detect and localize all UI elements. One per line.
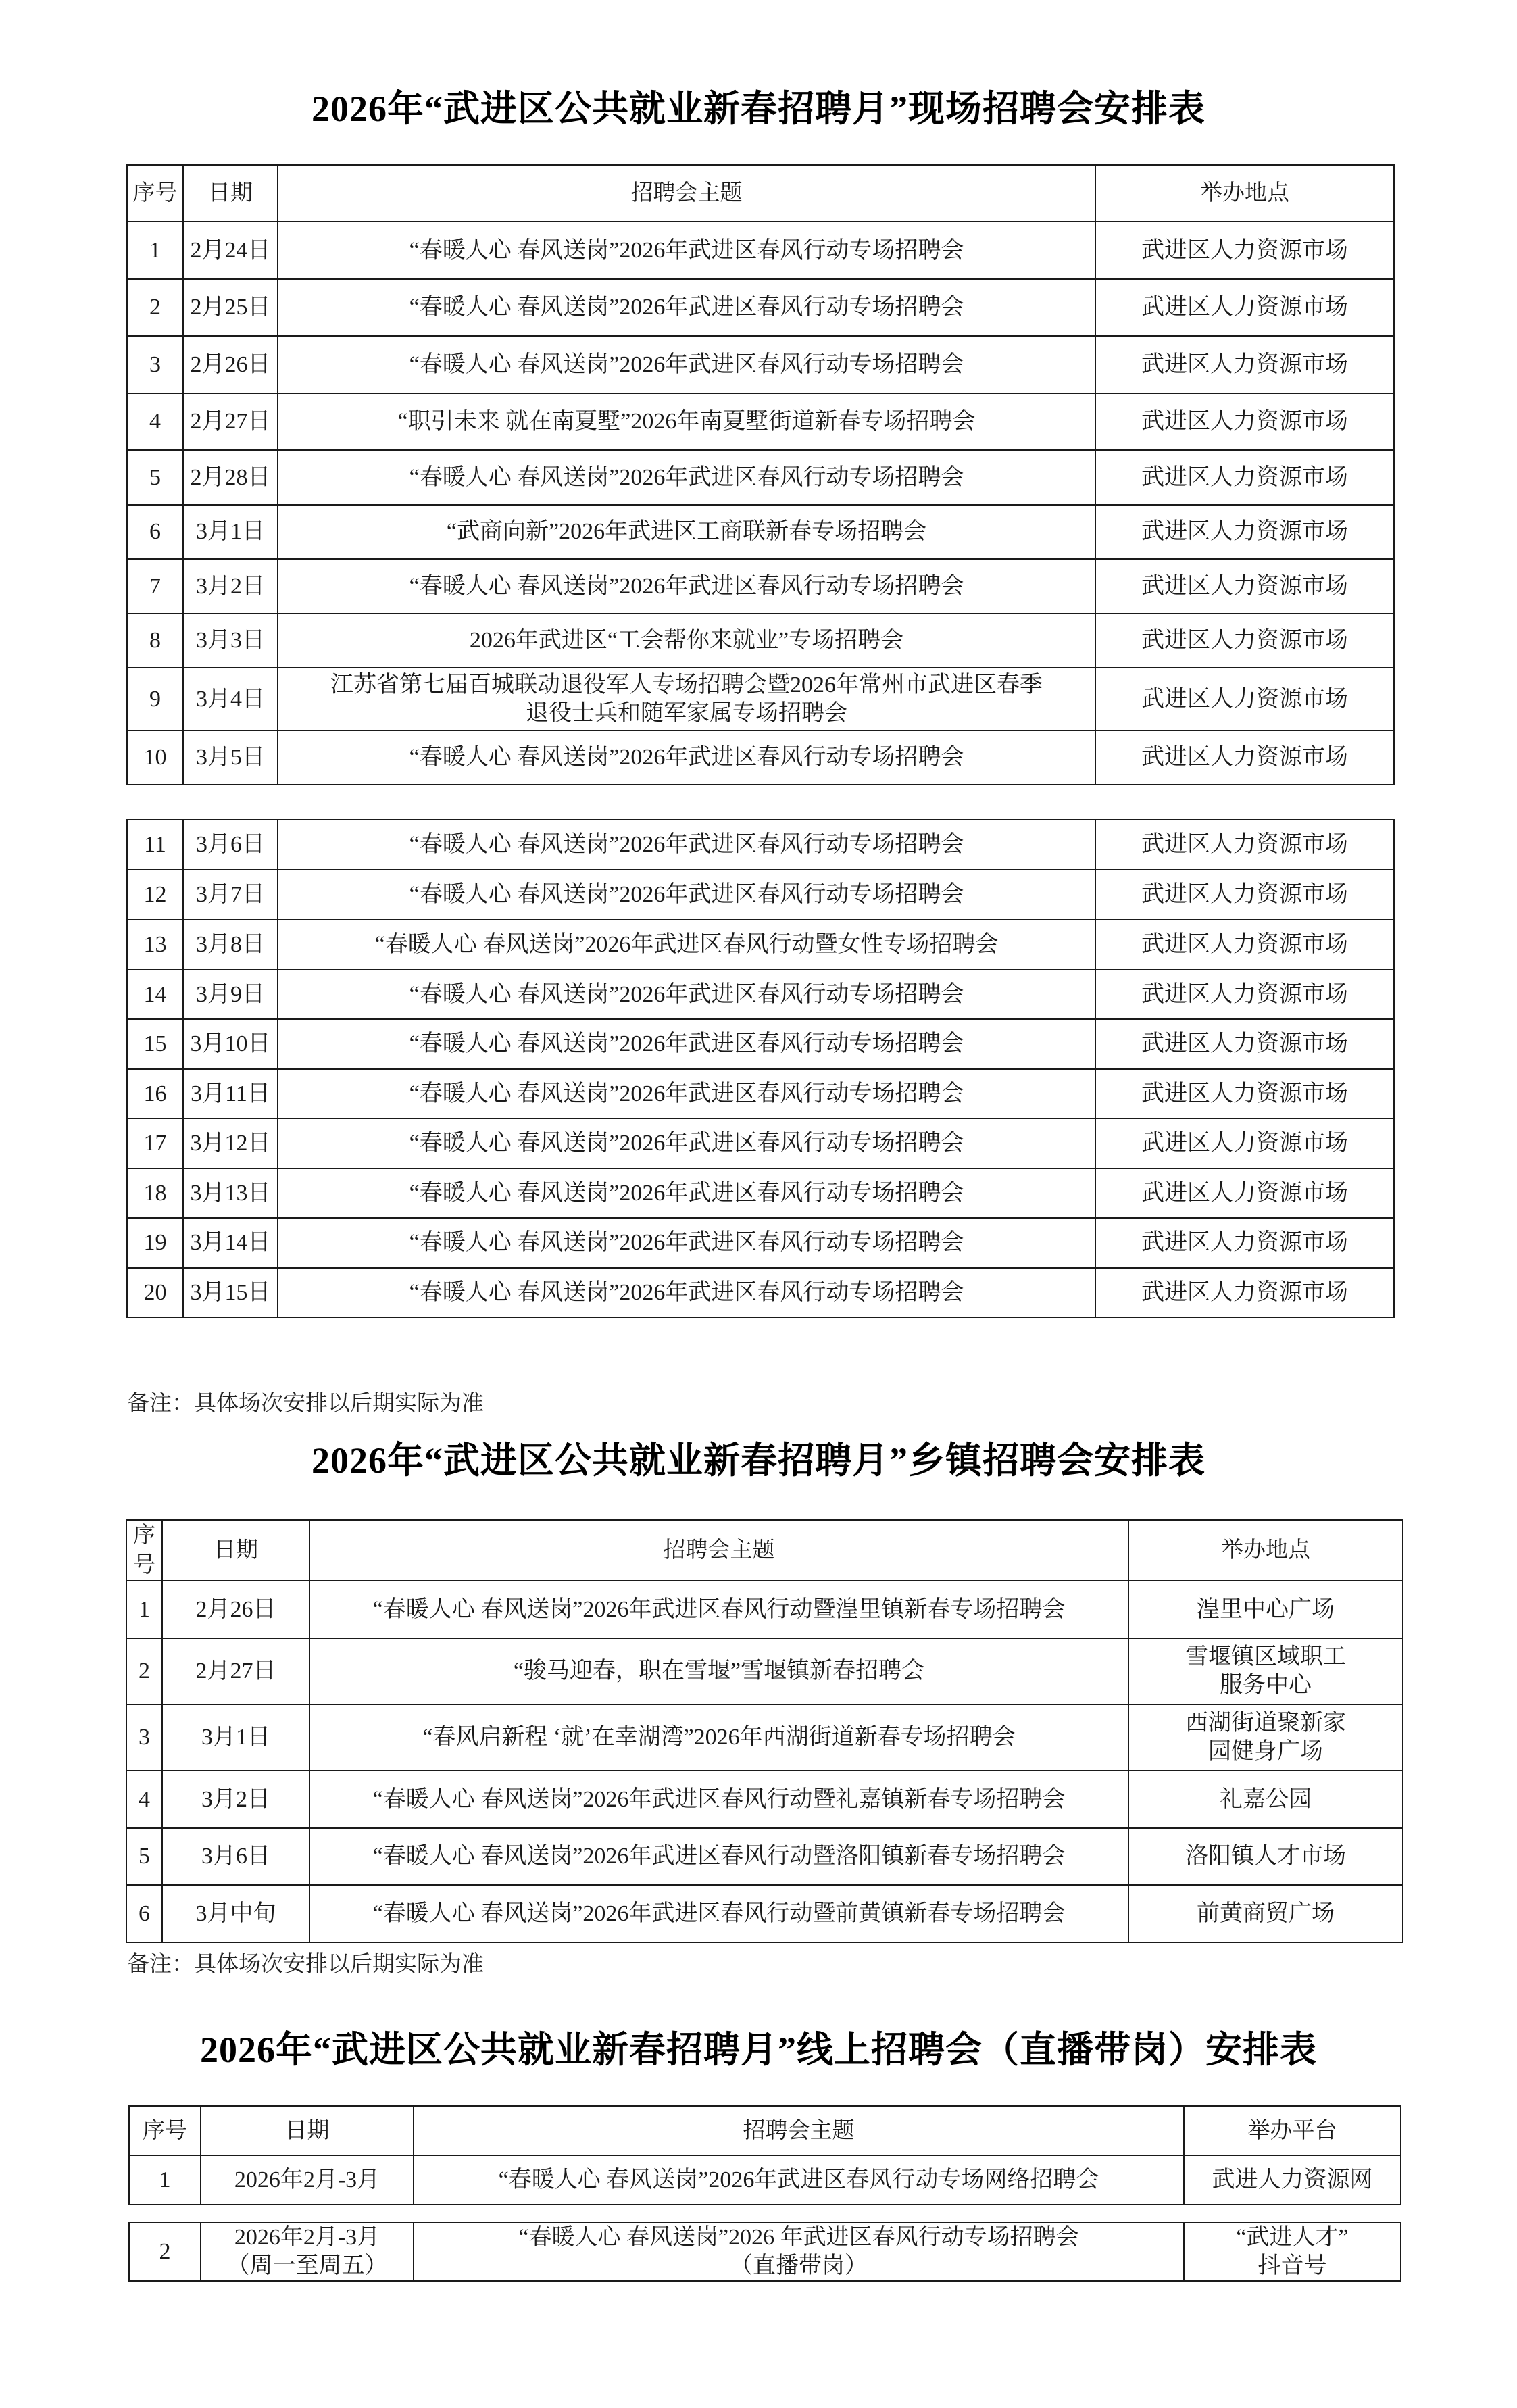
cell-venue: 礼嘉公园 <box>1128 1771 1403 1828</box>
header-venue: 举办地点 <box>1095 165 1394 222</box>
cell-no: 12 <box>127 870 183 920</box>
cell-venue: 洛阳镇人才市场 <box>1128 1828 1403 1885</box>
cell-venue: 武进区人力资源市场 <box>1095 870 1394 920</box>
cell-theme: “春暖人心 春风送岗”2026年武进区春风行动暨湟里镇新春专场招聘会 <box>309 1581 1128 1638</box>
table-row <box>127 450 1394 505</box>
header-venue: 举办地点 <box>1128 1520 1403 1581</box>
table-row <box>127 1268 1394 1317</box>
table-row <box>127 668 1394 731</box>
cell-venue: 武进区人力资源市场 <box>1095 222 1394 279</box>
cell-date: 3月8日 <box>183 920 278 970</box>
cell-theme: “春暖人心 春风送岗”2026年武进区春风行动专场招聘会 <box>278 820 1095 870</box>
cell-no: 10 <box>127 731 183 785</box>
table-row <box>127 870 1394 920</box>
table-row <box>126 1771 1403 1828</box>
cell-no: 14 <box>127 970 183 1019</box>
table-row <box>126 1828 1403 1885</box>
table-row <box>127 1119 1394 1169</box>
cell-date <box>201 2223 414 2281</box>
cell-date: 3月10日 <box>183 1019 278 1069</box>
cell-date: 3月2日 <box>183 559 278 614</box>
cell-venue: 武进区人力资源市场 <box>1095 1069 1394 1119</box>
cell-venue: 武进区人力资源市场 <box>1095 505 1394 559</box>
table-row <box>127 1218 1394 1268</box>
cell-no: 16 <box>127 1069 183 1119</box>
cell-venue: 前黄商贸广场 <box>1128 1885 1403 1942</box>
onsite-schedule-title: 2026年“武进区公共就业新春招聘月”现场招聘会安排表 <box>312 89 1205 129</box>
table-row <box>127 222 1394 279</box>
venue-line-2: 服务中心 <box>1220 1673 1312 1698</box>
cell-platform: 武进人力资源网 <box>1184 2155 1401 2205</box>
cell-no: 5 <box>126 1828 162 1885</box>
cell-no: 20 <box>127 1268 183 1317</box>
header-date: 日期 <box>183 165 278 222</box>
cell-date: 3月12日 <box>183 1119 278 1169</box>
cell-theme: “武商向新”2026年武进区工商联新春专场招聘会 <box>278 505 1095 559</box>
table-row <box>127 1069 1394 1119</box>
cell-no: 5 <box>127 450 183 505</box>
header-no: 序号 <box>127 165 183 222</box>
cell-date: 2月26日 <box>162 1581 309 1638</box>
cell-venue: 武进区人力资源市场 <box>1095 1169 1394 1218</box>
cell-venue: 武进区人力资源市场 <box>1095 279 1394 336</box>
cell-date: 3月1日 <box>162 1704 309 1771</box>
cell-no: 4 <box>127 393 183 450</box>
header-theme: 招聘会主题 <box>309 1520 1128 1581</box>
table-row <box>127 970 1394 1019</box>
table-row <box>127 820 1394 870</box>
cell-date: 3月13日 <box>183 1169 278 1218</box>
cell-date: 2026年2月-3月 <box>201 2155 414 2205</box>
cell-platform <box>1184 2223 1401 2281</box>
cell-venue: 武进区人力资源市场 <box>1095 1119 1394 1169</box>
cell-theme: “春暖人心 春风送岗”2026年武进区春风行动暨礼嘉镇新春专场招聘会 <box>309 1771 1128 1828</box>
cell-date: 2月28日 <box>183 450 278 505</box>
cell-theme: “职引未来 就在南夏墅”2026年南夏墅街道新春专场招聘会 <box>278 393 1095 450</box>
cell-venue <box>1128 1704 1403 1771</box>
header-no: 序号 <box>126 1520 162 1581</box>
table-row <box>127 614 1394 668</box>
cell-date: 2月27日 <box>183 393 278 450</box>
cell-date: 2月24日 <box>183 222 278 279</box>
header-theme: 招聘会主题 <box>278 165 1095 222</box>
cell-theme: “春暖人心 春风送岗”2026年武进区春风行动专场招聘会 <box>278 970 1095 1019</box>
header-theme: 招聘会主题 <box>414 2106 1184 2155</box>
cell-theme: “春暖人心 春风送岗”2026年武进区春风行动暨女性专场招聘会 <box>278 920 1095 970</box>
cell-no: 11 <box>127 820 183 870</box>
cell-no: 13 <box>127 920 183 970</box>
cell-no: 1 <box>129 2155 201 2205</box>
table-row <box>126 1704 1403 1771</box>
platform-line-1: “武进人才” <box>1236 2225 1349 2250</box>
cell-theme: “春暖人心 春风送岗”2026年武进区春风行动专场招聘会 <box>278 336 1095 393</box>
cell-theme: “骏马迎春，职在雪堰”雪堰镇新春招聘会 <box>309 1638 1128 1704</box>
cell-venue: 武进区人力资源市场 <box>1095 820 1394 870</box>
venue-line-2: 园健身广场 <box>1208 1739 1323 1764</box>
cell-venue: 武进区人力资源市场 <box>1095 970 1394 1019</box>
cell-venue: 武进区人力资源市场 <box>1095 614 1394 668</box>
table-row <box>127 1169 1394 1218</box>
cell-date: 3月14日 <box>183 1218 278 1268</box>
cell-theme: “春暖人心 春风送岗”2026年武进区春风行动专场招聘会 <box>278 870 1095 920</box>
cell-date: 3月5日 <box>183 731 278 785</box>
theme-line-2: 退役士兵和随军家属专场招聘会 <box>526 700 847 726</box>
cell-no: 6 <box>127 505 183 559</box>
venue-line-1: 西湖街道聚新家 <box>1185 1711 1346 1736</box>
cell-theme: “春暖人心 春风送岗”2026年武进区春风行动专场招聘会 <box>278 1218 1095 1268</box>
online-schedule-title: 2026年“武进区公共就业新春招聘月”线上招聘会（直播带岗）安排表 <box>200 2030 1317 2070</box>
cell-theme: “春暖人心 春风送岗”2026年武进区春风行动专场招聘会 <box>278 279 1095 336</box>
cell-no: 18 <box>127 1169 183 1218</box>
cell-venue: 武进区人力资源市场 <box>1095 1268 1394 1317</box>
cell-no: 7 <box>127 559 183 614</box>
table-row <box>127 1019 1394 1069</box>
cell-venue: 武进区人力资源市场 <box>1095 559 1394 614</box>
township-schedule-title: 2026年“武进区公共就业新春招聘月”乡镇招聘会安排表 <box>312 1440 1205 1481</box>
cell-date: 3月2日 <box>162 1771 309 1828</box>
cell-date: 2月27日 <box>162 1638 309 1704</box>
cell-date: 3月6日 <box>162 1828 309 1885</box>
cell-no: 1 <box>126 1581 162 1638</box>
cell-no: 3 <box>127 336 183 393</box>
township-schedule-table <box>126 1519 1403 1943</box>
table-row <box>129 2223 1401 2281</box>
online-schedule-table-continued <box>128 2222 1401 2282</box>
cell-no: 4 <box>126 1771 162 1828</box>
cell-theme <box>414 2223 1184 2281</box>
cell-venue: 武进区人力资源市场 <box>1095 450 1394 505</box>
cell-no: 15 <box>127 1019 183 1069</box>
cell-venue: 武进区人力资源市场 <box>1095 1218 1394 1268</box>
table-row <box>127 279 1394 336</box>
cell-date: 3月3日 <box>183 614 278 668</box>
cell-no: 2 <box>127 279 183 336</box>
cell-venue: 武进区人力资源市场 <box>1095 1019 1394 1069</box>
cell-theme: “春暖人心 春风送岗”2026年武进区春风行动专场招聘会 <box>278 731 1095 785</box>
cell-venue: 武进区人力资源市场 <box>1095 668 1394 731</box>
cell-theme: 2026年武进区“工会帮你来就业”专场招聘会 <box>278 614 1095 668</box>
cell-date: 3月7日 <box>183 870 278 920</box>
cell-venue: 武进区人力资源市场 <box>1095 731 1394 785</box>
cell-theme: “春风启新程 ‘就’在幸湖湾”2026年西湖街道新春专场招聘会 <box>309 1704 1128 1771</box>
cell-no: 19 <box>127 1218 183 1268</box>
online-schedule-table <box>128 2105 1401 2205</box>
theme-line-1: “春暖人心 春风送岗”2026 年武进区春风行动专场招聘会 <box>518 2225 1079 2250</box>
cell-theme: “春暖人心 春风送岗”2026年武进区春风行动专场招聘会 <box>278 1119 1095 1169</box>
cell-venue: 湟里中心广场 <box>1128 1581 1403 1638</box>
header-platform: 举办平台 <box>1184 2106 1401 2155</box>
cell-theme: “春暖人心 春风送岗”2026年武进区春风行动专场招聘会 <box>278 559 1095 614</box>
cell-no: 17 <box>127 1119 183 1169</box>
cell-no: 2 <box>129 2223 201 2281</box>
cell-date: 2月26日 <box>183 336 278 393</box>
table-row <box>127 920 1394 970</box>
cell-no: 6 <box>126 1885 162 1942</box>
cell-theme: “春暖人心 春风送岗”2026年武进区春风行动专场招聘会 <box>278 222 1095 279</box>
venue-line-1: 雪堰镇区域职工 <box>1185 1644 1346 1669</box>
onsite-schedule-table <box>126 164 1395 785</box>
date-line-2: （周一至周五） <box>226 2253 388 2278</box>
table-header-row <box>126 1520 1403 1581</box>
table-row <box>127 731 1394 785</box>
theme-line-2: （直播带岗） <box>730 2253 868 2278</box>
theme-line-1: 江苏省第七届百城联动退役军人专场招聘会暨2026年常州市武进区春季 <box>330 672 1043 697</box>
cell-venue: 武进区人力资源市场 <box>1095 920 1394 970</box>
cell-theme <box>278 668 1095 731</box>
table-row <box>127 336 1394 393</box>
cell-no: 1 <box>127 222 183 279</box>
cell-theme: “春暖人心 春风送岗”2026年武进区春风行动专场网络招聘会 <box>414 2155 1184 2205</box>
cell-date: 3月1日 <box>183 505 278 559</box>
cell-theme: “春暖人心 春风送岗”2026年武进区春风行动暨洛阳镇新春专场招聘会 <box>309 1828 1128 1885</box>
cell-venue: 武进区人力资源市场 <box>1095 393 1394 450</box>
date-line-1: 2026年2月-3月 <box>234 2225 380 2250</box>
table-row <box>127 393 1394 450</box>
table-header-row <box>129 2106 1401 2155</box>
table-row <box>129 2155 1401 2205</box>
table-row <box>126 1638 1403 1704</box>
table-row <box>126 1581 1403 1638</box>
cell-venue <box>1128 1638 1403 1704</box>
cell-no: 3 <box>126 1704 162 1771</box>
cell-venue: 武进区人力资源市场 <box>1095 336 1394 393</box>
cell-no: 9 <box>127 668 183 731</box>
platform-line-2: 抖音号 <box>1258 2253 1327 2278</box>
cell-date: 3月15日 <box>183 1268 278 1317</box>
cell-theme: “春暖人心 春风送岗”2026年武进区春风行动暨前黄镇新春专场招聘会 <box>309 1885 1128 1942</box>
header-date: 日期 <box>201 2106 414 2155</box>
table-row <box>127 505 1394 559</box>
cell-date: 3月中旬 <box>162 1885 309 1942</box>
cell-date: 3月11日 <box>183 1069 278 1119</box>
cell-no: 8 <box>127 614 183 668</box>
onsite-schedule-table-continued <box>126 819 1395 1318</box>
cell-theme: “春暖人心 春风送岗”2026年武进区春风行动专场招聘会 <box>278 1069 1095 1119</box>
cell-theme: “春暖人心 春风送岗”2026年武进区春风行动专场招聘会 <box>278 1268 1095 1317</box>
cell-date: 3月6日 <box>183 820 278 870</box>
table-row <box>126 1885 1403 1942</box>
cell-theme: “春暖人心 春风送岗”2026年武进区春风行动专场招聘会 <box>278 1169 1095 1218</box>
header-date: 日期 <box>162 1520 309 1581</box>
cell-date: 3月9日 <box>183 970 278 1019</box>
township-schedule-note: 备注：具体场次安排以后期实际为准 <box>127 1952 484 1977</box>
cell-theme: “春暖人心 春风送岗”2026年武进区春风行动专场招聘会 <box>278 450 1095 505</box>
cell-date: 3月4日 <box>183 668 278 731</box>
table-row <box>127 559 1394 614</box>
cell-no: 2 <box>126 1638 162 1704</box>
cell-theme: “春暖人心 春风送岗”2026年武进区春风行动专场招聘会 <box>278 1019 1095 1069</box>
onsite-schedule-note: 备注：具体场次安排以后期实际为准 <box>127 1392 484 1416</box>
cell-date: 2月25日 <box>183 279 278 336</box>
header-no: 序号 <box>129 2106 201 2155</box>
table-header-row <box>127 165 1394 222</box>
